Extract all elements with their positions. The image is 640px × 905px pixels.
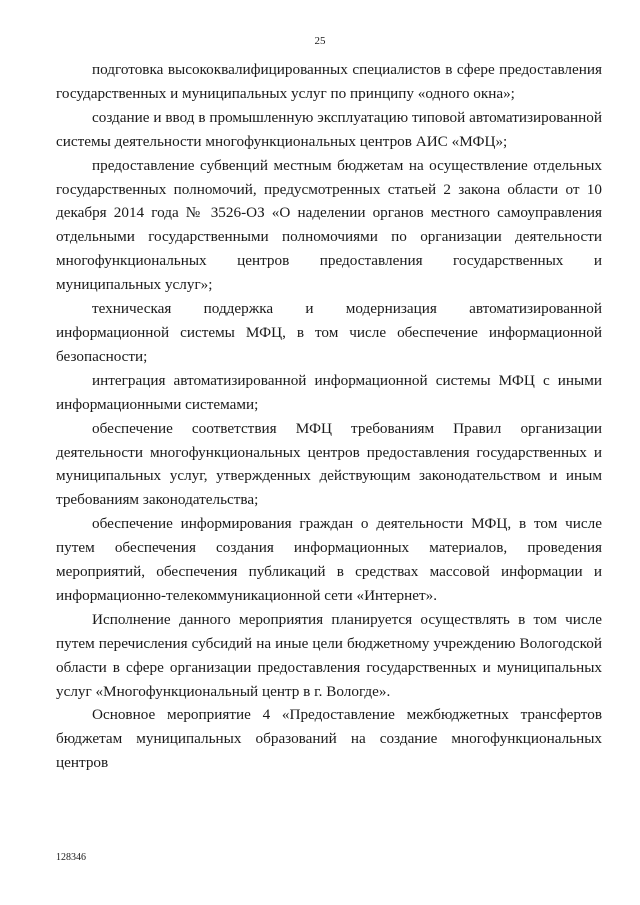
paragraph-specialist-training: подготовка высококвалифицированных специалистов в сфере предоставления государственных и муниципальных услуг по принципу «одного окна»; bbox=[56, 61, 602, 102]
paragraph-informing: обеспечение информирования граждан о деятельности МФЦ, в том числе путем обеспечения создания информационных материалов, проведения мероприятий, обеспечения публикаций в средствах массовой информации и информационно-телекоммуникационной сети «Интернет». bbox=[56, 515, 602, 604]
document-body bbox=[56, 58, 602, 775]
paragraph-main-activity-4: Основное мероприятие 4 «Предоставление межбюджетных трансфертов бюджетам муниципальных образований на создание многофункциональных центров bbox=[56, 706, 602, 772]
document-code: 128346 bbox=[56, 852, 86, 863]
paragraph-tech-support: техническая поддержка и модернизация автоматизированной информационной системы МФЦ, в том числе обеспечение информационной безопасности; bbox=[56, 300, 602, 365]
paragraph-integration: интеграция автоматизированной информационной системы МФЦ с иными информационными системами; bbox=[56, 371, 602, 413]
paragraph-execution: Исполнение данного мероприятия планируется осуществлять в том числе путем перечисления субсидий на иные цели бюджетному учреждению Вологодской области в сфере организации предоставления государственных и муниципальных услуг «Многофункциональный центр в г. Вологде». bbox=[56, 610, 602, 700]
paragraph-ais-mfc: создание и ввод в промышленную эксплуатацию типовой автоматизированной системы деятельности многофункциональных центров АИС «МФЦ»; bbox=[56, 108, 602, 150]
paragraph-compliance: обеспечение соответствия МФЦ требованиям Правил организации деятельности многофункциональных центров предоставления государственных и муниципальных услуг, утвержденных действующим законодательством и иным требованиям законодательства; bbox=[56, 419, 602, 509]
page-number: 25 bbox=[314, 35, 326, 47]
paragraph-subventions: предоставление субвенций местным бюджетам на осуществление отдельных государственных полномочий, предусмотренных статьей 2 закона области от 10 декабря 2014 года № 3526-ОЗ «О наделении органов местного самоуправления отдельными государственными полномочиями по организации деятельности многофункциональных центров предоставления государственных и муниципальных услуг»; bbox=[56, 156, 602, 294]
